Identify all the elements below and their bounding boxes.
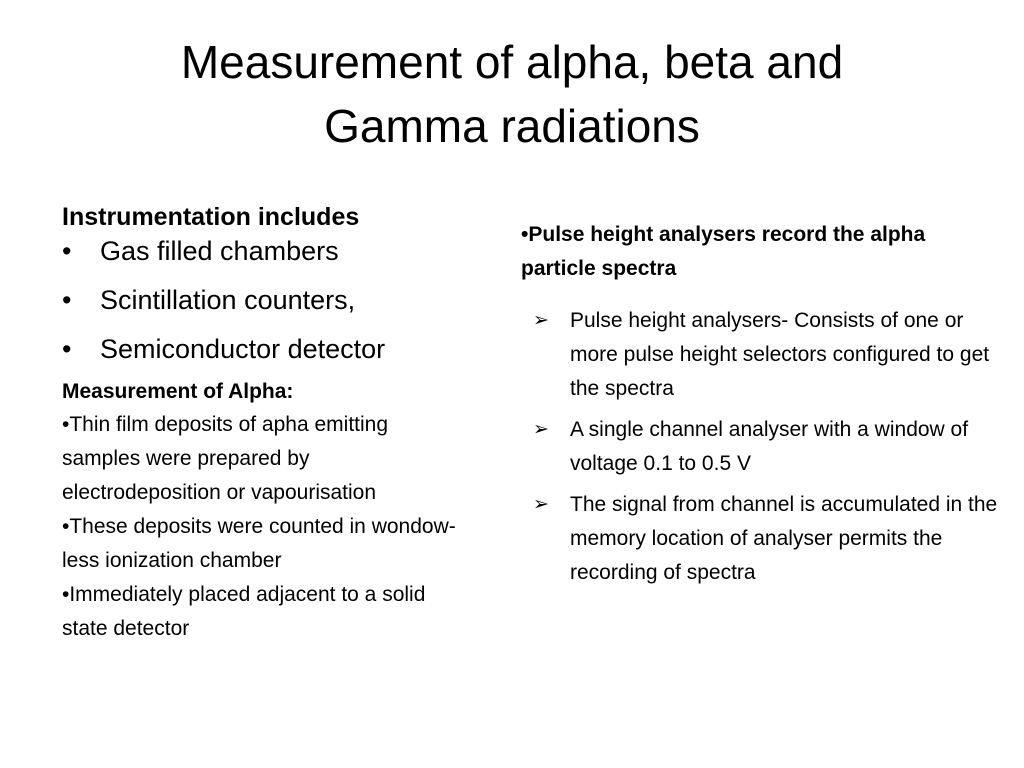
list-item-text: The signal from channel is accumulated in the memory location of analyser permits the recording of spectra — [570, 493, 998, 584]
pulse-height-lead — [521, 218, 1001, 286]
list-item-text: Gas filled chambers — [100, 236, 339, 266]
list-item-text: A single channel analyser with a window of voltage 0.1 to 0.5 V — [570, 418, 969, 475]
title-line-1: Measurement of alpha, beta and — [180, 36, 844, 88]
instrumentation-list — [62, 234, 472, 366]
alpha-measurement-block — [62, 375, 472, 646]
list-item-text: Semiconductor detector — [100, 334, 386, 364]
arrow-bullet-icon: ➢ — [533, 419, 549, 440]
pulse-height-lead-text: Pulse height analysers record the alpha particle spectra — [521, 223, 926, 280]
list-item — [62, 234, 472, 268]
list-item — [62, 332, 472, 366]
pulse-height-list — [521, 304, 1001, 590]
bullet-icon: • — [521, 223, 529, 246]
bullet-icon: • — [62, 334, 72, 364]
alpha-heading: Measurement of Alpha: — [62, 380, 294, 403]
list-item-text: Pulse height analysers- Consists of one or more pulse height selectors configured to get the spectra — [570, 309, 990, 400]
list-item-text: Scintillation counters, — [100, 285, 356, 315]
alpha-paragraph: •These deposits were counted in wondow-less ionization chamber — [62, 515, 456, 572]
instrumentation-heading: Instrumentation includes — [62, 203, 360, 231]
alpha-paragraph: •Thin film deposits of apha emitting samples were prepared by electrodeposition or vapourisation — [62, 413, 389, 504]
title-line-2: Gamma radiations — [324, 100, 700, 152]
list-item — [533, 304, 1001, 406]
list-item — [533, 413, 1001, 481]
bullet-icon: • — [62, 236, 72, 266]
bullet-icon: • — [62, 285, 72, 315]
left-column — [62, 200, 472, 646]
right-column — [521, 218, 1001, 597]
alpha-paragraph: •Immediately placed adjacent to a solid state detector — [62, 583, 426, 640]
list-item — [533, 488, 1001, 590]
arrow-bullet-icon: ➢ — [533, 310, 549, 331]
slide-title — [60, 30, 964, 158]
list-item — [62, 283, 472, 317]
arrow-bullet-icon: ➢ — [533, 494, 549, 515]
